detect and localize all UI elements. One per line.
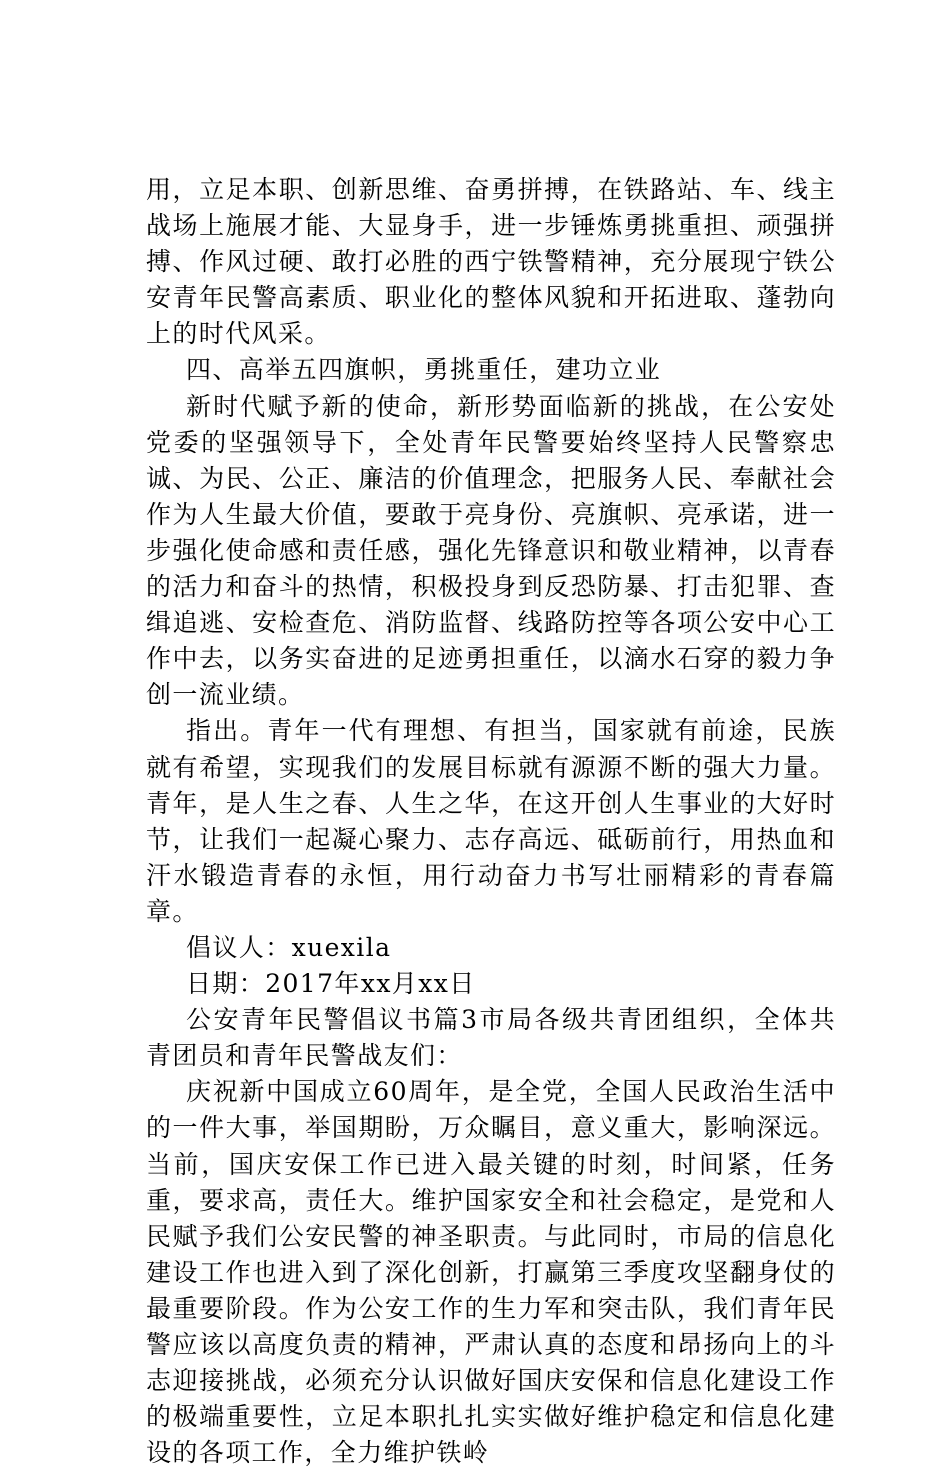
paragraph-3: 新时代赋予新的使命，新形势面临新的挑战，在公安处党委的坚强领导下，全处青年民警要始终坚持人民警察忠诚、为民、公正、廉洁的价值理念，把服务人民、奉献社会作为人生最大价值，要敢于亮身份、亮旗帜、亮承诺，进一步强化使命感和责任感，强化先锋意识和敬业精神，以青春的活力和奋斗的热情，积极投身到反恐防暴、打击犯罪、查缉追逃、安检查危、消防监督、线路防控等各项公安中心工作中去，以务实奋进的足迹勇担重任，以滴水石穿的毅力争创一流业绩。 [146, 391, 836, 710]
paragraph-1: 用，立足本职、创新思维、奋勇拼搏，在铁路站、车、线主战场上施展才能、大显身手，进一步锤炼勇挑重担、顽强拼搏、作风过硬、敢打必胜的西宁铁警精神，充分展现宁铁公安青年民警高素质、职业化的整体风貌和开拓进取、蓬勃向上的时代风采。 [146, 175, 836, 349]
document-body [146, 172, 836, 1471]
initiator-line: 倡议人：xuexila [186, 932, 392, 962]
proposal-title-line: 公安青年民警倡议书篇3市局各级共青团组织，全体共青团员和青年民警战友们： [146, 1005, 836, 1071]
date-line: 日期：2017年xx月xx日 [186, 969, 476, 999]
paragraph-4: 指出。青年一代有理想、有担当，国家就有前途，民族就有希望，实现我们的发展目标就有源源不断的强大力量。青年，是人生之春、人生之华，在这开创人生事业的大好时节，让我们一起凝心聚力、志存高远、砥砺前行，用热血和汗水锻造青春的永恒，用行动奋力书写壮丽精彩的青春篇章。 [146, 716, 836, 926]
paragraph-8: 庆祝新中国成立60周年，是全党，全国人民政治生活中的一件大事，举国期盼，万众瞩目，意义重大，影响深远。当前，国庆安保工作已进入最关键的时刻，时间紧，任务重，要求高，责任大。维护国家安全和社会稳定，是党和人民赋予我们公安民警的神圣职责。与此同时，市局的信息化建设工作也进入到了深化创新，打赢第三季度攻坚翻身仗的最重要阶段。作为公安工作的生力军和突击队，我们青年民警应该以高度负责的精神，严肃认真的态度和昂扬向上的斗志迎接挑战，必须充分认识做好国庆安保和信息化建设工作的极端重要性，立足本职扎扎实实做好维护稳定和信息化建设的各项工作，全力维护铁岭 [146, 1077, 836, 1468]
section-heading-4: 四、高举五四旗帜，勇挑重任，建功立业 [186, 355, 662, 385]
